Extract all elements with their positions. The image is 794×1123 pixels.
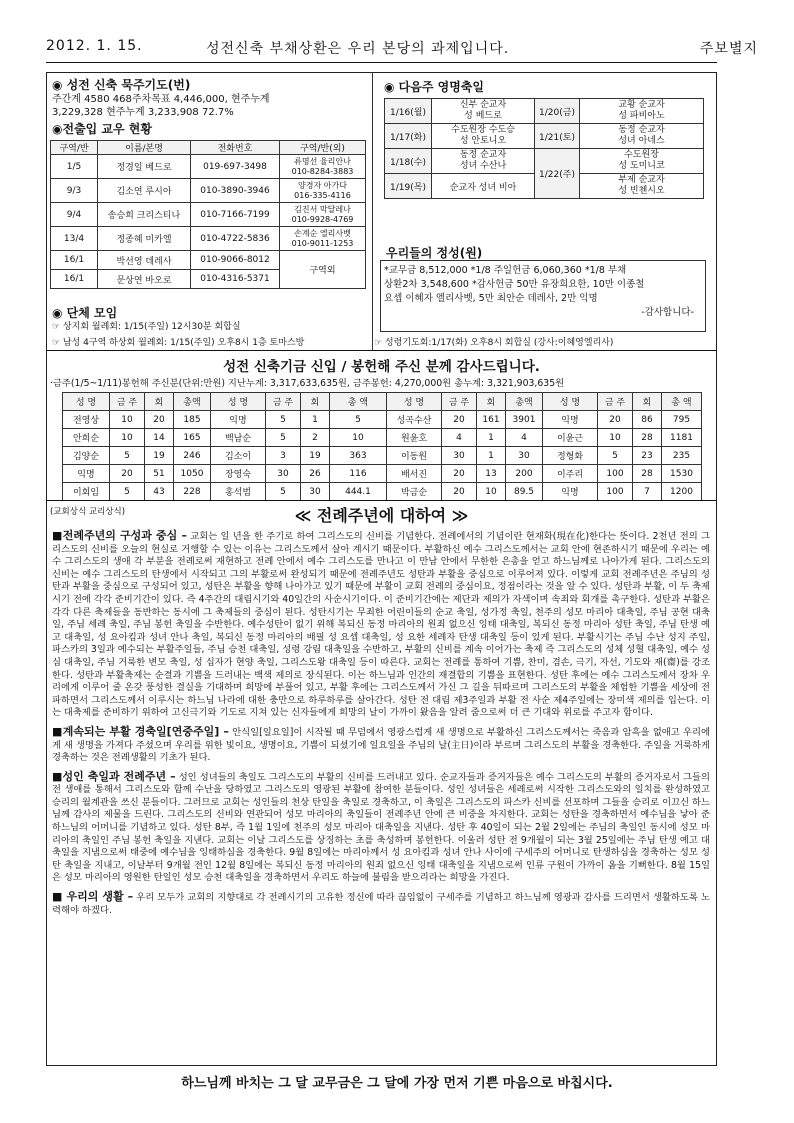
bulletin-supplement-label: 주보별지 bbox=[699, 41, 758, 57]
table-row bbox=[63, 429, 387, 447]
table-cell: 5 bbox=[598, 447, 633, 465]
table-cell: 28 bbox=[633, 465, 662, 483]
table-cell: 5 bbox=[110, 483, 145, 501]
table-cell: 010-4722-5836 bbox=[191, 227, 280, 251]
table-header: 성 명 bbox=[387, 393, 442, 411]
table-cell: 26 bbox=[301, 465, 330, 483]
table-cell: 10 bbox=[110, 429, 145, 447]
table-cell: 363 bbox=[330, 447, 387, 465]
table-row bbox=[387, 483, 702, 501]
table-cell: 20 bbox=[442, 483, 477, 501]
paragraph-text: 교회는 일 년을 한 주기로 하여 그리스도의 신비를 기념한다. 전례에서의 기념이란 현재화(現在化)한다는 뜻이다. 2천년 전의 그리스도의 신비를 오늘의 현실로 거행할 수 있는 이유는 그리스도께서 살아 계시기 때문이다. 부활하신 예수 그리스도께서는 교회 안에 현존하시기 때문에 우리는 예수 그리스도의 생애 각 부분을 전례로써 재현하고 전례 안에서 예수 그리스도를 만나고 이 만남 안에서 무한한 은총을 얻고 하느님께로 나아가게 된다. 그리스도의 신비는 예수 그리스도의 탄생에서 시작되고 그의 부활로써 완성되기 때문에 전례주년도 성탄과 부활을 중심으로 이루어져 있다. 이렇게 교회 전례주년은 주님의 성탄과 부활을 중심으로 구성되어 있고, 성탄은 부활을 향해 나아가고 있기 때문에 부활이 교회 전례의 중심이요, 정점이라는 것을 알 수 있다. 성탄과 부활, 이 두 축제시기 전에 각각 준비기간이 있다. 즉 4주간의 대림시기와 40일간의 사순시기이다. 이 준비기간에는 제단과 제의가 자색이며 속죄와 회개를 촉구한다. 성탄과 부활은 각각 다른 축제들을 동반하는 동시에 그 축제들의 중심이 된다. 성탄시기는 무죄한 어린이들의 순교 축일, 성가정 축일, 천주의 성모 마리아 대축일, 주님 공현 대축일, 주님 세례 축일, 주님 봉헌 축일을 수반한다. 예수성탄이 없기 위해 복되신 동정 마리아의 원죄 없으신 잉태 대축일, 복되신 동정 마리아 성탄 축일, 주님 탄생 예고 대축일, 성 요아킴과 성녀 안나 축일, 복되신 동정 마리아의 배필 성 요셉 대축일, 성 요한 세례자 탄생 대축일 등이 있게 된다. 부활시기는 주님 수난 성지 주일, 파스카의 3일과 예수되는 부활주일들, 주님 승천 대축일, 성령 강림 대축일을 수반하고, 부활의 신비를 계속 이어가는 축제 즉 그리스도의 성체 성혈 대축일, 예수 성심 대축일, 주님 거룩한 변모 축일, 성 십자가 현양 축일, 그리스도왕 대축일 등이 따른다. 교회는 전례를 통하여 기쁨, 찬미, 겸손, 극기, 자선, 기도와 재(齋)를 강조한다. 성탄과 부활축제는 순결과 기쁨을 드러내는 백색 제의로 장식된다. 이는 하느님과 인간의 재결합의 기쁨을 표현한다. 성탄 후에는 예수 그리스도께서 장차 우리에게 이루어 줄 온갖 풍성한 결실을 기대하며 희망에 부풀어 있고, 부활 후에는 그리스도께서 가신 그 길을 뒤따르며 그리스도의 부활을 체험한 기쁨을 세상에 전파하면서 그리스도께서 이루시는 하느님 나라에 대한 충만으로 하루하루를 살아간다. 성탄 전 대림 제3주일과 부활 전 사순 제4주일에는 장미색 제의를 입는다. 이는 대축제를 준비하기 위하여 고신극기와 기도로 지쳐 있는 신자들에게 희망의 날이 가까이 왔음을 알려 줌으로써 더 큰 기대와 위로를 주고자 함이다. bbox=[52, 531, 710, 719]
rosary-line2: 3,229,328 현주누계 3,233,908 72.7% bbox=[52, 107, 234, 118]
table-cell: 정경일 베드로 bbox=[98, 155, 191, 179]
paragraph-heading: ■전례주년의 구성과 중심 – bbox=[52, 529, 187, 542]
table-header: 총 액 bbox=[662, 393, 702, 411]
article-title: ≪ 전례주년에 대하여 ≫ bbox=[294, 506, 469, 525]
table-cell: 수도원장 성 도미니코 bbox=[580, 149, 704, 174]
table-row bbox=[385, 99, 704, 124]
table-cell: 1/20(금) bbox=[535, 99, 580, 124]
table-row bbox=[385, 149, 704, 174]
table-row bbox=[51, 251, 366, 270]
table-header: 회 bbox=[477, 393, 506, 411]
prayer-meeting: ☞ 성령기도회:1/17(화) 오후8시 회합실 (강사:이혜영엘리사) bbox=[374, 338, 614, 348]
table-cell: 14 bbox=[145, 429, 174, 447]
table-cell: 3 bbox=[266, 447, 301, 465]
table-row bbox=[387, 411, 702, 429]
page-header bbox=[46, 38, 758, 58]
feasts-table bbox=[384, 98, 704, 199]
column-divider bbox=[372, 72, 373, 350]
offering-thanks: -감사합니다- bbox=[641, 307, 694, 318]
table-cell: 1 bbox=[477, 429, 506, 447]
table-cell: 동정 순교자 성녀 수산나 bbox=[432, 149, 535, 174]
paragraph-text: 안식일[일요일]이 시작될 때 무덤에서 영광스럽게 새 생명으로 부활하신 그리스도께서는 죽음과 암흑을 없애고 우리에게 새 생명을 가져다 주셨으며 우리를 위한 빛이요, 생명이요, 기쁨이 되셨기에 일요일을 주님의 날(主日)이라 부르며 그리스도의 부활을 경축한다. 주일을 거룩하게 경축하는 것은 전례생활의 기초가 된다. bbox=[52, 726, 710, 764]
table-cell: 김소이 bbox=[211, 447, 266, 465]
table-cell: 30 bbox=[266, 465, 301, 483]
table-cell: 1/18(수) bbox=[385, 149, 432, 174]
table-cell: 이회임 bbox=[63, 483, 110, 501]
table-cell: 류명선 율리안나 010-8284-3883 bbox=[280, 155, 366, 179]
table-cell: 구역외 bbox=[280, 251, 366, 289]
table-cell: 20 bbox=[110, 465, 145, 483]
table-cell: 16/1 bbox=[51, 251, 98, 270]
table-cell: 165 bbox=[174, 429, 211, 447]
table-cell: 김양순 bbox=[63, 447, 110, 465]
table-cell: 1/22(주) bbox=[535, 149, 580, 199]
divider bbox=[46, 500, 717, 501]
table-cell: 19 bbox=[145, 447, 174, 465]
table-cell: 양경자 아가다 016-335-4116 bbox=[280, 179, 366, 203]
paragraph-text: 우리 모두가 교회의 지향대로 각 전례시기의 고유한 정신에 따라 끊임없이 구세주를 기념하고 하느님께 영광과 감사를 드리면서 생활하도록 노력해야 하겠다. bbox=[52, 892, 710, 916]
table-cell: 1530 bbox=[662, 465, 702, 483]
table-cell: 순교자 성녀 비아 bbox=[432, 174, 535, 199]
paragraph-heading: ■성인 축일과 전례주년 – bbox=[52, 769, 176, 783]
table-cell: 51 bbox=[145, 465, 174, 483]
table-cell: 010-9066-8012 bbox=[191, 251, 280, 270]
offering-line3: 요셉 이혜자 엘리사벳, 5만 최안순 데레사, 2만 익명 bbox=[384, 293, 598, 304]
groups-section bbox=[52, 304, 372, 334]
visits-header: 이름/본명 bbox=[98, 141, 191, 155]
table-cell: 동정 순교자 성녀 아네스 bbox=[580, 124, 704, 149]
table-cell: 1200 bbox=[662, 483, 702, 501]
table-header: 금 주 bbox=[110, 393, 145, 411]
table-header: 총액 bbox=[174, 393, 211, 411]
table-row bbox=[63, 447, 387, 465]
table-cell: 1181 bbox=[662, 429, 702, 447]
table-cell: 1/5 bbox=[51, 155, 98, 179]
table-cell: 원윤호 bbox=[387, 429, 442, 447]
table-cell: 235 bbox=[662, 447, 702, 465]
table-cell: 홍석범 bbox=[211, 483, 266, 501]
table-row bbox=[385, 124, 704, 149]
table-cell: 4 bbox=[506, 429, 543, 447]
table-cell: 이윤근 bbox=[543, 429, 598, 447]
table-cell: 7 bbox=[633, 483, 662, 501]
table-row bbox=[51, 203, 366, 227]
table-cell: 김소연 루시아 bbox=[98, 179, 191, 203]
page-footer: 하느님께 바치는 그 달 교무금은 그 달에 가장 먼저 기쁜 마음으로 바칩시다. bbox=[181, 1076, 613, 1091]
paragraph-2 bbox=[52, 726, 710, 765]
table-cell: 안희순 bbox=[63, 429, 110, 447]
table-cell: 86 bbox=[633, 411, 662, 429]
table-cell: 장영숙 bbox=[211, 465, 266, 483]
table-cell: 010-7166-7199 bbox=[191, 203, 280, 227]
table-header: 총 액 bbox=[330, 393, 387, 411]
table-header: 회 bbox=[145, 393, 174, 411]
table-cell: 100 bbox=[598, 465, 633, 483]
table-row bbox=[387, 429, 702, 447]
table-cell: 10 bbox=[110, 411, 145, 429]
table-cell: 1/21(토) bbox=[535, 124, 580, 149]
table-cell: 89.5 bbox=[506, 483, 543, 501]
table-cell: 20 bbox=[145, 411, 174, 429]
table-cell: 신부 순교자 성 베드로 bbox=[432, 99, 535, 124]
table-cell: 161 bbox=[477, 411, 506, 429]
paragraph-heading: ■ 우리의 생활 – bbox=[52, 890, 134, 904]
table-cell: 13 bbox=[477, 465, 506, 483]
table-cell: 13/4 bbox=[51, 227, 98, 251]
table-cell: 송승희 크리스티나 bbox=[98, 203, 191, 227]
rosary-section bbox=[52, 76, 372, 137]
offering-title: 우리들의 정성(원) bbox=[386, 246, 483, 260]
table-cell: 2 bbox=[301, 429, 330, 447]
table-cell: 교황 순교자 성 파비아노 bbox=[580, 99, 704, 124]
table-cell: 200 bbox=[506, 465, 543, 483]
paragraph-3 bbox=[52, 771, 710, 885]
table-cell: 정종혜 미카엘 bbox=[98, 227, 191, 251]
table-cell: 배서진 bbox=[387, 465, 442, 483]
table-row bbox=[387, 465, 702, 483]
bulletin-date: 2012. 1. 15. bbox=[46, 38, 143, 54]
table-cell: 김진서 막달레나 010-9928-4769 bbox=[280, 203, 366, 227]
table-cell: 박금순 bbox=[387, 483, 442, 501]
table-cell: 익명 bbox=[63, 465, 110, 483]
table-cell: 부제 순교자 성 빈첸시오 bbox=[580, 174, 704, 199]
table-cell: 23 bbox=[633, 447, 662, 465]
donation-table-left bbox=[62, 392, 387, 501]
table-cell: 5 bbox=[266, 483, 301, 501]
table-cell: 4 bbox=[442, 429, 477, 447]
table-cell: 16/1 bbox=[51, 270, 98, 289]
offering-line2: 상환2차 3,548,600 *감사헌금 50만 유장희요한, 10만 이종철 bbox=[384, 279, 645, 290]
table-header: 성 명 bbox=[211, 393, 266, 411]
table-cell: 수도원장 수도승 성 안토니오 bbox=[432, 124, 535, 149]
feasts-title: ◉ 다음주 영명축일 bbox=[384, 80, 484, 94]
table-cell: 박선영 데레사 bbox=[98, 251, 191, 270]
divider bbox=[46, 350, 717, 351]
table-cell: 185 bbox=[174, 411, 211, 429]
table-cell: 100 bbox=[598, 483, 633, 501]
table-row bbox=[51, 155, 366, 179]
table-cell: 9/3 bbox=[51, 179, 98, 203]
table-cell: 손계순 엘리사벳 010-9011-1253 bbox=[280, 227, 366, 251]
visits-header: 전화번호 bbox=[191, 141, 280, 155]
paragraph-4 bbox=[52, 891, 710, 917]
table-cell: 이동원 bbox=[387, 447, 442, 465]
table-cell: 20 bbox=[442, 465, 477, 483]
groups-line2: ☞ 남성 4구역 하상회 월례회: 1/15(주일) 오후8시 1층 토마스방 bbox=[52, 338, 305, 348]
rosary-title: ◉ 성전 신축 묵주기도(번) bbox=[52, 78, 191, 92]
table-header: 성 명 bbox=[543, 393, 598, 411]
table-cell: 19 bbox=[301, 447, 330, 465]
table-cell: 30 bbox=[506, 447, 543, 465]
table-cell: 228 bbox=[174, 483, 211, 501]
bulletin-title: 성전신축 부채상환은 우리 본당의 과제입니다. bbox=[206, 41, 510, 57]
table-cell: 10 bbox=[330, 429, 387, 447]
table-cell: 3901 bbox=[506, 411, 543, 429]
table-cell: 10 bbox=[598, 429, 633, 447]
table-header: 금 주 bbox=[598, 393, 633, 411]
table-cell: 이주리 bbox=[543, 465, 598, 483]
table-cell: 1 bbox=[301, 411, 330, 429]
table-cell: 문상연 바오로 bbox=[98, 270, 191, 289]
donation-table-right bbox=[386, 392, 702, 501]
table-cell: 10 bbox=[477, 483, 506, 501]
table-cell: 익명 bbox=[543, 483, 598, 501]
table-header: 회 bbox=[301, 393, 330, 411]
table-cell: 010-4316-5371 bbox=[191, 270, 280, 289]
offering-text bbox=[384, 264, 702, 320]
paragraph-heading: ■계속되는 부활 경축일[연중주일] – bbox=[52, 724, 229, 738]
table-cell: 30 bbox=[301, 483, 330, 501]
table-cell: 5 bbox=[266, 429, 301, 447]
table-cell: 5 bbox=[266, 411, 301, 429]
table-cell: 5 bbox=[330, 411, 387, 429]
table-cell: 010-3890-3946 bbox=[191, 179, 280, 203]
table-cell: 9/4 bbox=[51, 203, 98, 227]
donation-title: 성전 신축기금 신입 / 봉헌해 주신 분께 감사드립니다. bbox=[223, 359, 540, 375]
table-cell: 30 bbox=[442, 447, 477, 465]
article-source: (교회상식 교리상식) bbox=[50, 507, 126, 517]
header-divider bbox=[46, 62, 717, 63]
table-row bbox=[63, 483, 387, 501]
table-cell: 1/19(목) bbox=[385, 174, 432, 199]
table-cell: 795 bbox=[662, 411, 702, 429]
table-cell: 1050 bbox=[174, 465, 211, 483]
table-cell: 백남순 bbox=[211, 429, 266, 447]
table-cell: 28 bbox=[633, 429, 662, 447]
visits-header: 구역/반(외) bbox=[280, 141, 366, 155]
table-cell: 246 bbox=[174, 447, 211, 465]
table-cell: 1/17(화) bbox=[385, 124, 432, 149]
table-header: 금 주 bbox=[442, 393, 477, 411]
offering-line1: *교무금 8,512,000 *1/8 주일헌금 6,060,360 *1/8 부채 bbox=[384, 265, 627, 276]
table-row bbox=[51, 227, 366, 251]
table-cell: 정형화 bbox=[543, 447, 598, 465]
table-cell: 1 bbox=[477, 447, 506, 465]
table-header: 성 명 bbox=[63, 393, 110, 411]
paragraph-1 bbox=[52, 530, 710, 720]
visits-title: ◉전출입 교우 현황 bbox=[52, 122, 152, 136]
table-header: 총액 bbox=[506, 393, 543, 411]
paragraph-text: 성인 성녀들의 축일도 그리스도의 부활의 신비를 드러내고 있다. 순교자들과 증거자들은 예수 그리스도의 부활의 증거자로서 그들의 전 생애를 통해서 그리스도와 함께 수난을 당하였고 그리스도의 영광된 부활에 참여한 분들이다. 성인 성녀들은 세례로써 시작한 그리스도와의 일치를 완성하였고 승리의 월계관을 쓰신 분들이다. 그러므로 교회는 성인들의 천상 탄일을 축일로 경축하고, 이 축일은 그리스도의 파스카 신비를 선포하며 그들을 승리로 이끄신 하느님께 감사의 제물을 드린다. 그리스도의 신비와 연관되어 성모 마리아의 축일들이 전례주년 안에 큰 비중을 차지한다. 교회는 성탄을 경축하면서 예수님을 낳아 준 하느님의 어머니를 기념하고 있다. 성탄 8부, 즉 1월 1일에 천주의 성모 마리아 대축일을 지낸다. 성탄 후 40일이 되는 2월 2일에는 주님의 축일인 동시에 성모 마리아의 축일인 주님 봉헌 축일을 지낸다. 교회는 이날 그리스도를 상징하는 초를 축성하며 봉헌한다. 이울러 성탄 전 9개월이 되는 3월 25일에는 주님 탄생 예고 대축일을 지냄으로써 태중에 예수님을 잉태하심을 경축한다. 9월 8일에는 마리아께서 성 요아킴과 성녀 안나 사이에 구세주의 어머니로 탄생하심을 경축하는 성모 성탄 축일을 지내고, 이날부터 9개월 전인 12월 8일에는 복되신 동정 마리아의 원죄 없으신 잉태 대축일을 지냄으로써 인류 구원이 가까이 옴을 기뻐한다. 8월 15일은 성모 마리아의 영원한 탄일인 성모 승천 대축일을 경축하면서 우리도 하늘에 불림을 받으리라는 희망을 가진다. bbox=[52, 771, 710, 884]
table-row bbox=[51, 179, 366, 203]
table-row bbox=[63, 465, 387, 483]
table-cell: 성곡수산 bbox=[387, 411, 442, 429]
article-body bbox=[52, 530, 710, 917]
table-cell: 019-697-3498 bbox=[191, 155, 280, 179]
table-header: 회 bbox=[633, 393, 662, 411]
table-cell: 20 bbox=[598, 411, 633, 429]
visits-table bbox=[50, 140, 366, 289]
table-cell: 1/16(월) bbox=[385, 99, 432, 124]
donation-subtitle: ·금주(1/5~1/11)봉헌해 주신분(단위:만원) 지난누계: 3,317,633,635원, 금주봉헌: 4,270,000원 총누계: 3,321,903,635원 bbox=[50, 378, 565, 389]
table-row bbox=[387, 447, 702, 465]
table-cell: 43 bbox=[145, 483, 174, 501]
table-cell: 익명 bbox=[211, 411, 266, 429]
table-cell: 5 bbox=[110, 447, 145, 465]
visits-header: 구역/반 bbox=[51, 141, 98, 155]
groups-line1: ☞ 상지회 월례회: 1/15(주일) 12시30분 회합실 bbox=[52, 322, 241, 332]
table-cell: 익명 bbox=[543, 411, 598, 429]
rosary-line1: 주간계 4580 468주차목표 4,446,000, 현주누계 bbox=[52, 94, 270, 105]
groups-title: ◉ 단체 모임 bbox=[52, 306, 118, 320]
table-cell: 20 bbox=[442, 411, 477, 429]
table-cell: 444.1 bbox=[330, 483, 387, 501]
table-row bbox=[63, 411, 387, 429]
table-cell: 116 bbox=[330, 465, 387, 483]
table-header: 금 주 bbox=[266, 393, 301, 411]
table-cell: 전영상 bbox=[63, 411, 110, 429]
